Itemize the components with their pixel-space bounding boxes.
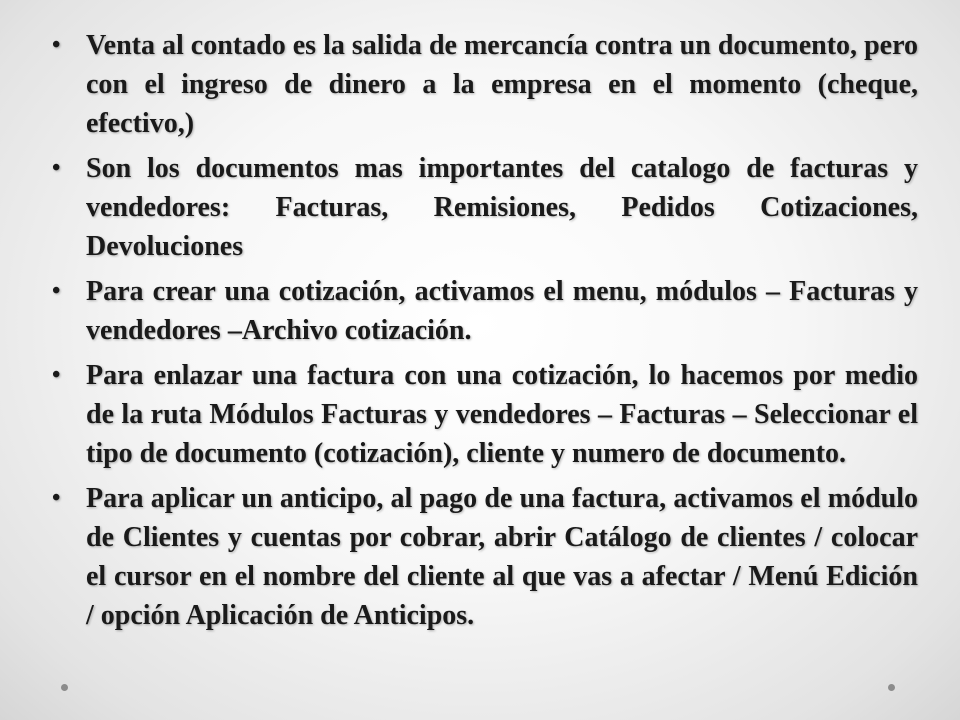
bullet-dot-icon: • [52,485,61,511]
bullet-text: Venta al contado es la salida de mercancía contra un documento, pero con el ingreso de dinero a la empresa en el momento (cheque, efectivo,) [86,30,918,139]
bullet-item [46,26,918,143]
bullet-text: Para enlazar una factura con una cotización, lo hacemos por medio de la ruta Módulos Facturas y vendedores – Facturas – Seleccionar el tipo de documento (cotización), cliente y numero de documento. [86,360,918,469]
bullet-item [46,479,918,635]
bullet-text: Para aplicar un anticipo, al pago de una factura, activamos el módulo de Clientes y cuentas por cobrar, abrir Catálogo de clientes / colocar el cursor en el nombre del cliente al que vas a afectar / Menú Edición / opción Aplicación de Anticipos. [86,483,918,631]
bullet-item [46,356,918,473]
bullet-item [46,272,918,350]
bullet-text: Para crear una cotización, activamos el menu, módulos – Facturas y vendedores –Archivo cotización. [86,276,918,346]
bullet-dot-icon: • [52,278,61,304]
bullet-text: Son los documentos mas importantes del catalogo de facturas y vendedores: Facturas, Remisiones, Pedidos Cotizaciones, Devoluciones [86,153,918,262]
bullet-dot-icon: • [52,155,61,181]
bullet-item [46,149,918,266]
decorative-dot-left-icon [61,684,68,691]
bullet-list [46,26,918,641]
bullet-dot-icon: • [52,362,61,388]
decorative-dot-right-icon [888,684,895,691]
bullet-dot-icon: • [52,32,61,58]
